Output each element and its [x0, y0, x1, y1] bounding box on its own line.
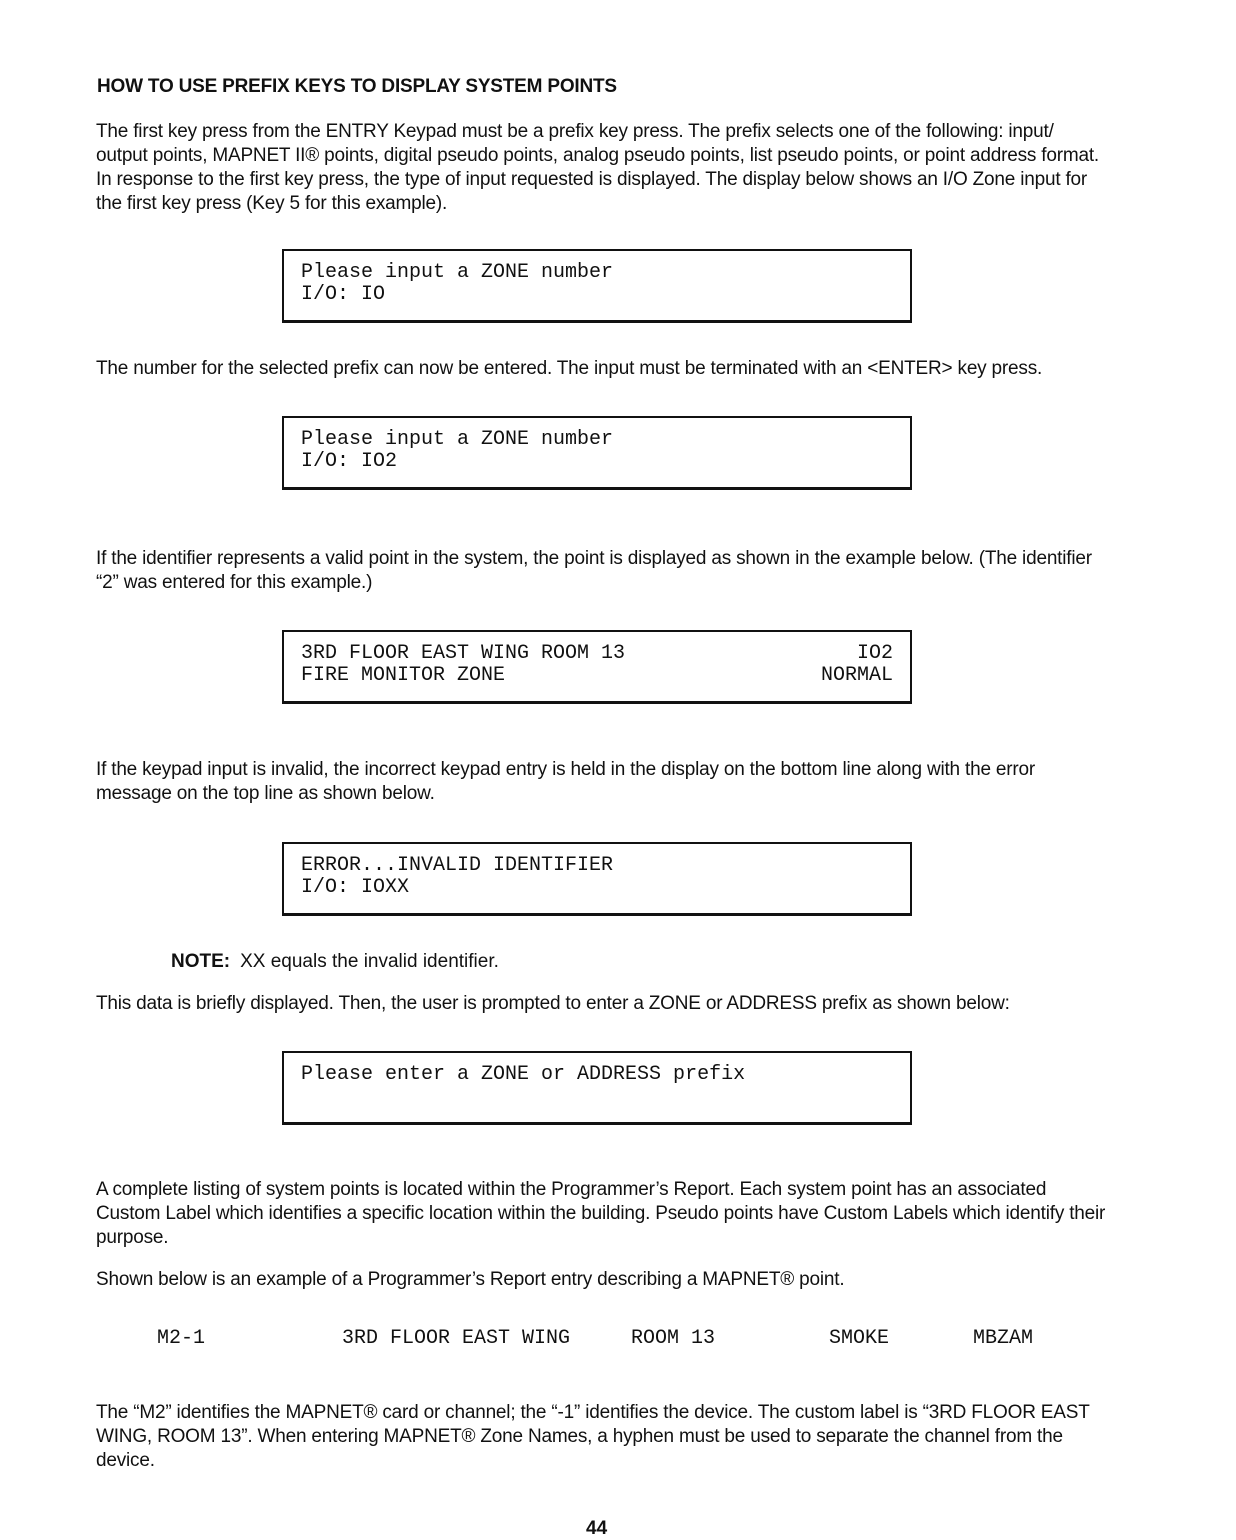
explanation-paragraph: The “M2” identifies the MAPNET® card or channel; the “-1” identifies the device. The custom label is “3RD FLOOR EAST WING, ROOM 13”. When entering MAPNET® Zone Names, a hyphen must be used to separate the channel from the device. — [96, 1402, 1090, 1471]
lcd-display-valid-point — [282, 630, 912, 704]
report-type: SMOKE — [829, 1327, 890, 1350]
lcd-display-prefix-prompt — [282, 1051, 912, 1125]
note-label: NOTE: — [171, 951, 231, 972]
lcd-line-1: ERROR...INVALID IDENTIFIER — [301, 854, 614, 877]
lcd-line-1: Please input a ZONE number — [301, 428, 614, 451]
report-device: MBZAM — [973, 1327, 1034, 1350]
valid-point-paragraph: If the identifier represents a valid point in the system, the point is displayed as shown in the example below. (The identifier “2” was entered for this example.) — [96, 548, 1092, 593]
listing-paragraph: A complete listing of system points is located within the Programmer’s Report. Each system point has an associated Custom Label which identifies a specific location within the building. Pseudo points have Custom Labels which identify their purpose. — [96, 1179, 1106, 1248]
note-text: XX equals the invalid identifier. — [240, 951, 499, 972]
report-label-part1: 3RD FLOOR EAST WING — [342, 1327, 571, 1350]
lcd-display-zone-prompt — [282, 249, 912, 323]
lcd-display-error — [282, 842, 912, 916]
lcd-display-zone-entry — [282, 416, 912, 490]
intro-paragraph: The first key press from the ENTRY Keypad must be a prefix key press. The prefix selects one of the following: input/ output points, MAPNET II® points, digital pseudo points, analog pseudo points, list pseudo points, or point address format. In response to the first key press, the type of input requested is displayed. The display below shows an I/O Zone input for the first key press (Key 5 for this example). — [96, 121, 1099, 214]
note — [171, 950, 499, 974]
report-label-part2: ROOM 13 — [631, 1327, 716, 1350]
page-number: 44 — [586, 1518, 608, 1539]
lcd-line-1: Please input a ZONE number — [301, 261, 614, 284]
briefly-displayed-paragraph: This data is briefly displayed. Then, the user is prompted to enter a ZONE or ADDRESS prefix as shown below: — [96, 993, 1010, 1014]
example-intro-paragraph: Shown below is an example of a Programmer’s Report entry describing a MAPNET® point. — [96, 1269, 845, 1290]
lcd-point-id: IO2 — [856, 642, 893, 665]
report-entry-row — [0, 1327, 1236, 1353]
lcd-line-2: I/O: IO2 — [301, 450, 398, 473]
lcd-point-status: NORMAL — [820, 664, 893, 687]
section-heading: HOW TO USE PREFIX KEYS TO DISPLAY SYSTEM POINTS — [97, 76, 617, 97]
lcd-point-type: FIRE MONITOR ZONE — [301, 664, 506, 687]
invalid-input-paragraph: If the keypad input is invalid, the incorrect keypad entry is held in the display on the bottom line along with the error message on the top line as shown below. — [96, 759, 1036, 804]
lcd-line-2: I/O: IOXX — [301, 876, 410, 899]
lcd-line-2: I/O: IO — [301, 283, 386, 306]
lcd-line-1: Please enter a ZONE or ADDRESS prefix — [301, 1063, 746, 1086]
report-point: M2-1 — [157, 1327, 206, 1350]
lcd-point-label: 3RD FLOOR EAST WING ROOM 13 — [301, 642, 626, 665]
enter-number-paragraph: The number for the selected prefix can now be entered. The input must be terminated with an <ENTER> key press. — [96, 358, 1043, 379]
